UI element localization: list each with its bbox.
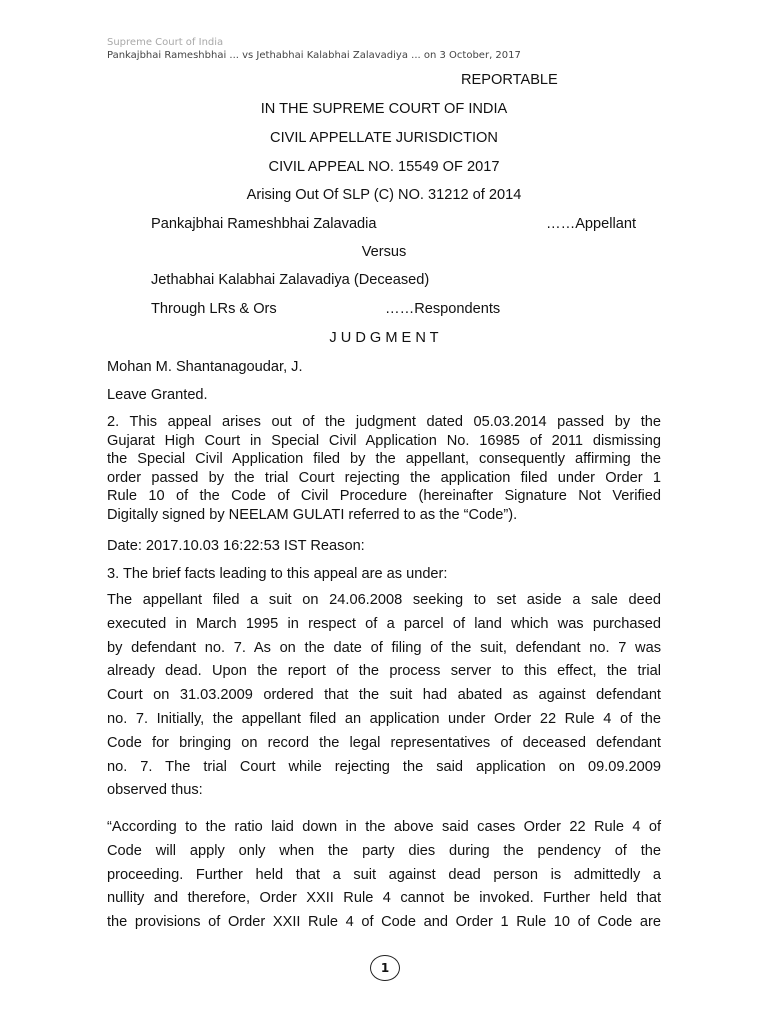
paragraph-line: executed in March 1995 in respect of a parcel of land which was purchased [107, 615, 661, 632]
respondent-through: Through LRs & Ors [151, 301, 277, 317]
signature-date-reason: Date: 2017.10.03 16:22:53 IST Reason: [107, 538, 365, 554]
jurisdiction: CIVIL APPELLATE JURISDICTION [270, 130, 498, 146]
judgment-heading: J U D G M E N T [329, 330, 439, 346]
appellant-name: Pankajbhai Rameshbhai Zalavadia [151, 216, 377, 232]
arising-out-of: Arising Out Of SLP (C) NO. 31212 of 2014 [246, 187, 522, 203]
quoted-order [107, 819, 661, 938]
paragraph-line: Gujarat High Court in Special Civil Application No. 16985 of 2011 dismissing [107, 432, 661, 449]
versus: Versus [361, 244, 407, 260]
paragraph-line: Court on 31.03.2009 ordered that the suit had abated as against defendant [107, 687, 661, 704]
paragraph-line: 2. This appeal arises out of the judgment dated 05.03.2014 passed by the [107, 414, 661, 430]
running-header-court: Supreme Court of India [107, 37, 224, 48]
paragraph-line: The appellant filed a suit on 24.06.2008 seeking to set aside a sale deed [107, 592, 661, 608]
paragraph-2 [107, 414, 661, 525]
paragraph-line: the Special Civil Application filed by the appellant, consequently affirming the [107, 451, 661, 467]
respondent-name: Jethabhai Kalabhai Zalavadiya (Deceased) [151, 272, 430, 288]
quote-line: proceeding. Further held that a suit against dead person is admittedly a [107, 866, 661, 883]
leave-granted: Leave Granted. [107, 387, 208, 403]
page-number: 1 [370, 955, 400, 981]
judge-name: Mohan M. Shantanagoudar, J. [107, 359, 303, 375]
paragraph-3 [107, 592, 661, 806]
quote-line: Code will apply only when the party dies during the pendency of the [107, 842, 661, 859]
paragraph-line: observed thus: [107, 782, 203, 799]
paragraph-line: by defendant no. 7. As on the date of filing of the suit, defendant no. 7 was [107, 639, 661, 656]
quote-line: the provisions of Order XXII Rule 4 of Code and Order 1 Rule 10 of Code are [107, 914, 661, 931]
reportable-label: REPORTABLE [461, 72, 558, 88]
appeal-number: CIVIL APPEAL NO. 15549 OF 2017 [268, 159, 500, 175]
paragraph-line: no. 7. Initially, the appellant filed an application under Order 22 Rule 4 of the [107, 710, 661, 727]
quote-line: nullity and therefore, Order XXII Rule 4 cannot be invoked. Further held that [107, 890, 661, 907]
appellant-role: ……Appellant [546, 216, 637, 232]
running-header-case-title: Pankajbhai Rameshbhai ... vs Jethabhai Kalabhai Zalavadiya ... on 3 October, 2017 [107, 50, 521, 61]
paragraph-line: already dead. Upon the report of the process server to this effect, the trial [107, 663, 661, 680]
paragraph-line: order passed by the trial Court rejecting the application filed under Order 1 [107, 469, 661, 486]
quote-line: “According to the ratio laid down in the above said cases Order 22 Rule 4 of [107, 819, 661, 835]
court-name: IN THE SUPREME COURT OF INDIA [260, 101, 508, 117]
respondent-role: ……Respondents [385, 301, 501, 317]
paragraph-line: no. 7. The trial Court while rejecting the said application on 09.09.2009 [107, 758, 661, 775]
paragraph-3-intro: 3. The brief facts leading to this appeal are as under: [107, 566, 448, 582]
paragraph-line: Code for bringing on record the legal representatives of deceased defendant [107, 734, 661, 751]
paragraph-line: Digitally signed by NEELAM GULATI referred to as the “Code”). [107, 506, 518, 523]
paragraph-line: Rule 10 of the Code of Civil Procedure (hereinafter Signature Not Verified [107, 488, 661, 504]
